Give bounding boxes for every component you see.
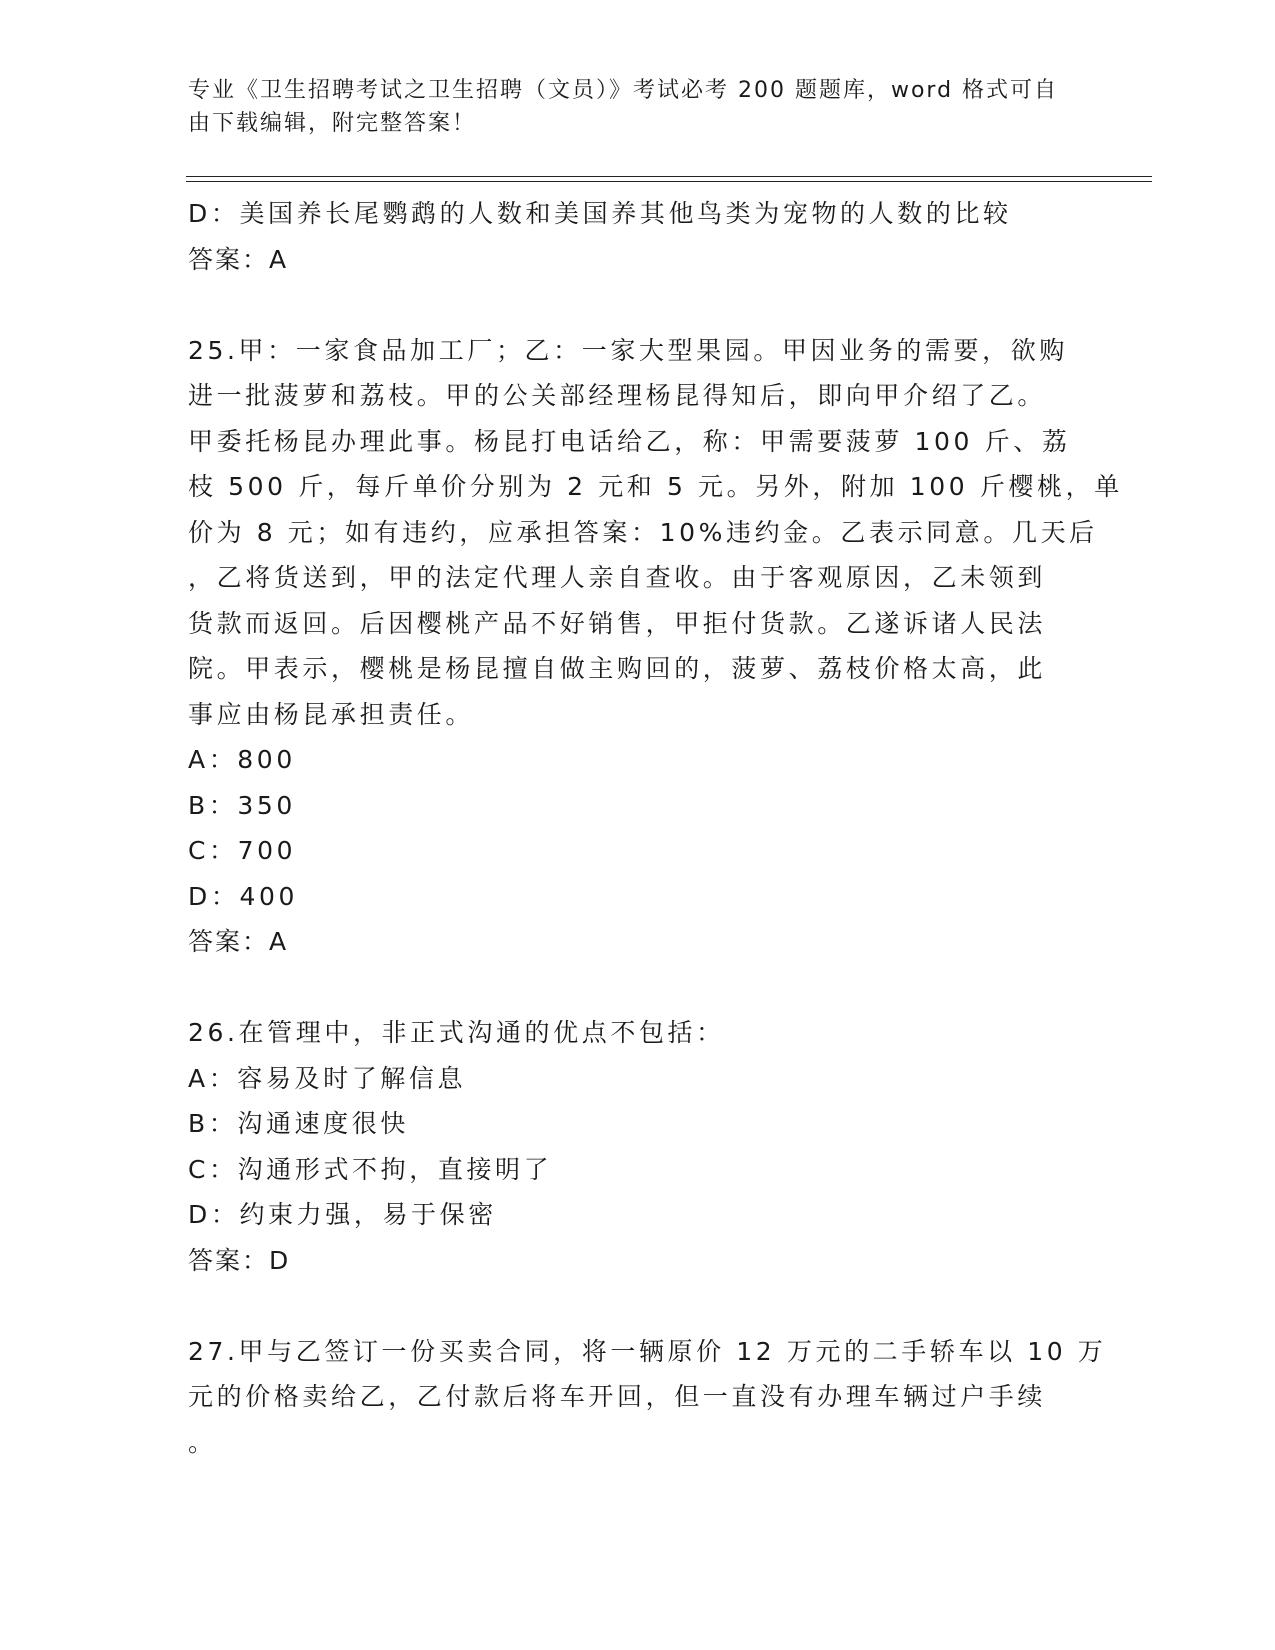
question-25	[188, 328, 1123, 965]
question-stem-line: 元的价格卖给乙，乙付款后将车开回，但一直没有办理车辆过户手续	[188, 1382, 1047, 1411]
answer-line: 答案：A	[188, 927, 289, 956]
question-26	[188, 1010, 1088, 1283]
option-d: D：400	[188, 881, 298, 911]
question-stem-line: 。	[188, 1427, 217, 1457]
option-d: D：美国养长尾鹦鹉的人数和美国养其他鸟类为宠物的人数的比较	[188, 199, 1012, 228]
question-stem-line: 25.甲：一家食品加工厂；乙：一家大型果园。甲因业务的需要，欲购	[188, 335, 1068, 365]
question-stem-line: 院。甲表示，樱桃是杨昆擅自做主购回的，菠萝、荔枝价格太高，此	[188, 654, 1047, 683]
question-stem-line: 事应由杨昆承担责任。	[188, 699, 475, 729]
option-a: A：容易及时了解信息	[188, 1063, 467, 1093]
question-stem-line: 26.在管理中，非正式沟通的优点不包括：	[188, 1018, 725, 1047]
option-a: A：800	[188, 745, 296, 774]
spacer	[188, 965, 1088, 1011]
question-stem-line: 价为 8 元；如有违约，应承担答案：10%违约金。乙表示同意。几天后	[188, 517, 1098, 547]
header-rule-thin	[186, 181, 1152, 182]
question-stem-line: 货款而返回。后因樱桃产品不好销售，甲拒付货款。乙遂诉诸人民法	[188, 608, 1047, 638]
option-c: C：700	[188, 836, 297, 865]
option-b: B：350	[188, 790, 296, 820]
question-stem-line: ，乙将货送到，甲的法定代理人亲自查收。由于客观原因，乙未领到	[188, 563, 1047, 592]
option-b: B：沟通速度很快	[188, 1109, 409, 1138]
question-27	[188, 1329, 1107, 1466]
answer-line: 答案：D	[188, 1245, 291, 1275]
option-d: D：约束力强，易于保密	[188, 1200, 497, 1229]
question-stem-line: 进一批菠萝和荔枝。甲的公关部经理杨昆得知后，即向甲介绍了乙。	[188, 381, 1047, 410]
header-rule-thick	[186, 176, 1152, 177]
option-c: C：沟通形式不拘，直接明了	[188, 1154, 553, 1184]
document-body	[188, 191, 1123, 1465]
spacer	[188, 282, 1088, 328]
question-stem-line: 枝 500 斤，每斤单价分别为 2 元和 5 元。另外，附加 100 斤樱桃，单	[188, 472, 1123, 501]
document-header-title: 专业《卫生招聘考试之卫生招聘（文员）》考试必考 200 题题库，word 格式可自由下载编辑，附完整答案！	[188, 78, 1059, 136]
prev-question-tail	[188, 191, 1088, 282]
question-stem-line: 甲委托杨昆办理此事。杨昆打电话给乙，称：甲需要菠萝 100 斤、荔	[188, 426, 1071, 456]
spacer	[188, 1283, 1088, 1329]
answer-line: 答案：A	[188, 244, 289, 274]
question-stem-line: 27.甲与乙签订一份买卖合同，将一辆原价 12 万元的二手轿车以 10 万	[188, 1336, 1107, 1366]
